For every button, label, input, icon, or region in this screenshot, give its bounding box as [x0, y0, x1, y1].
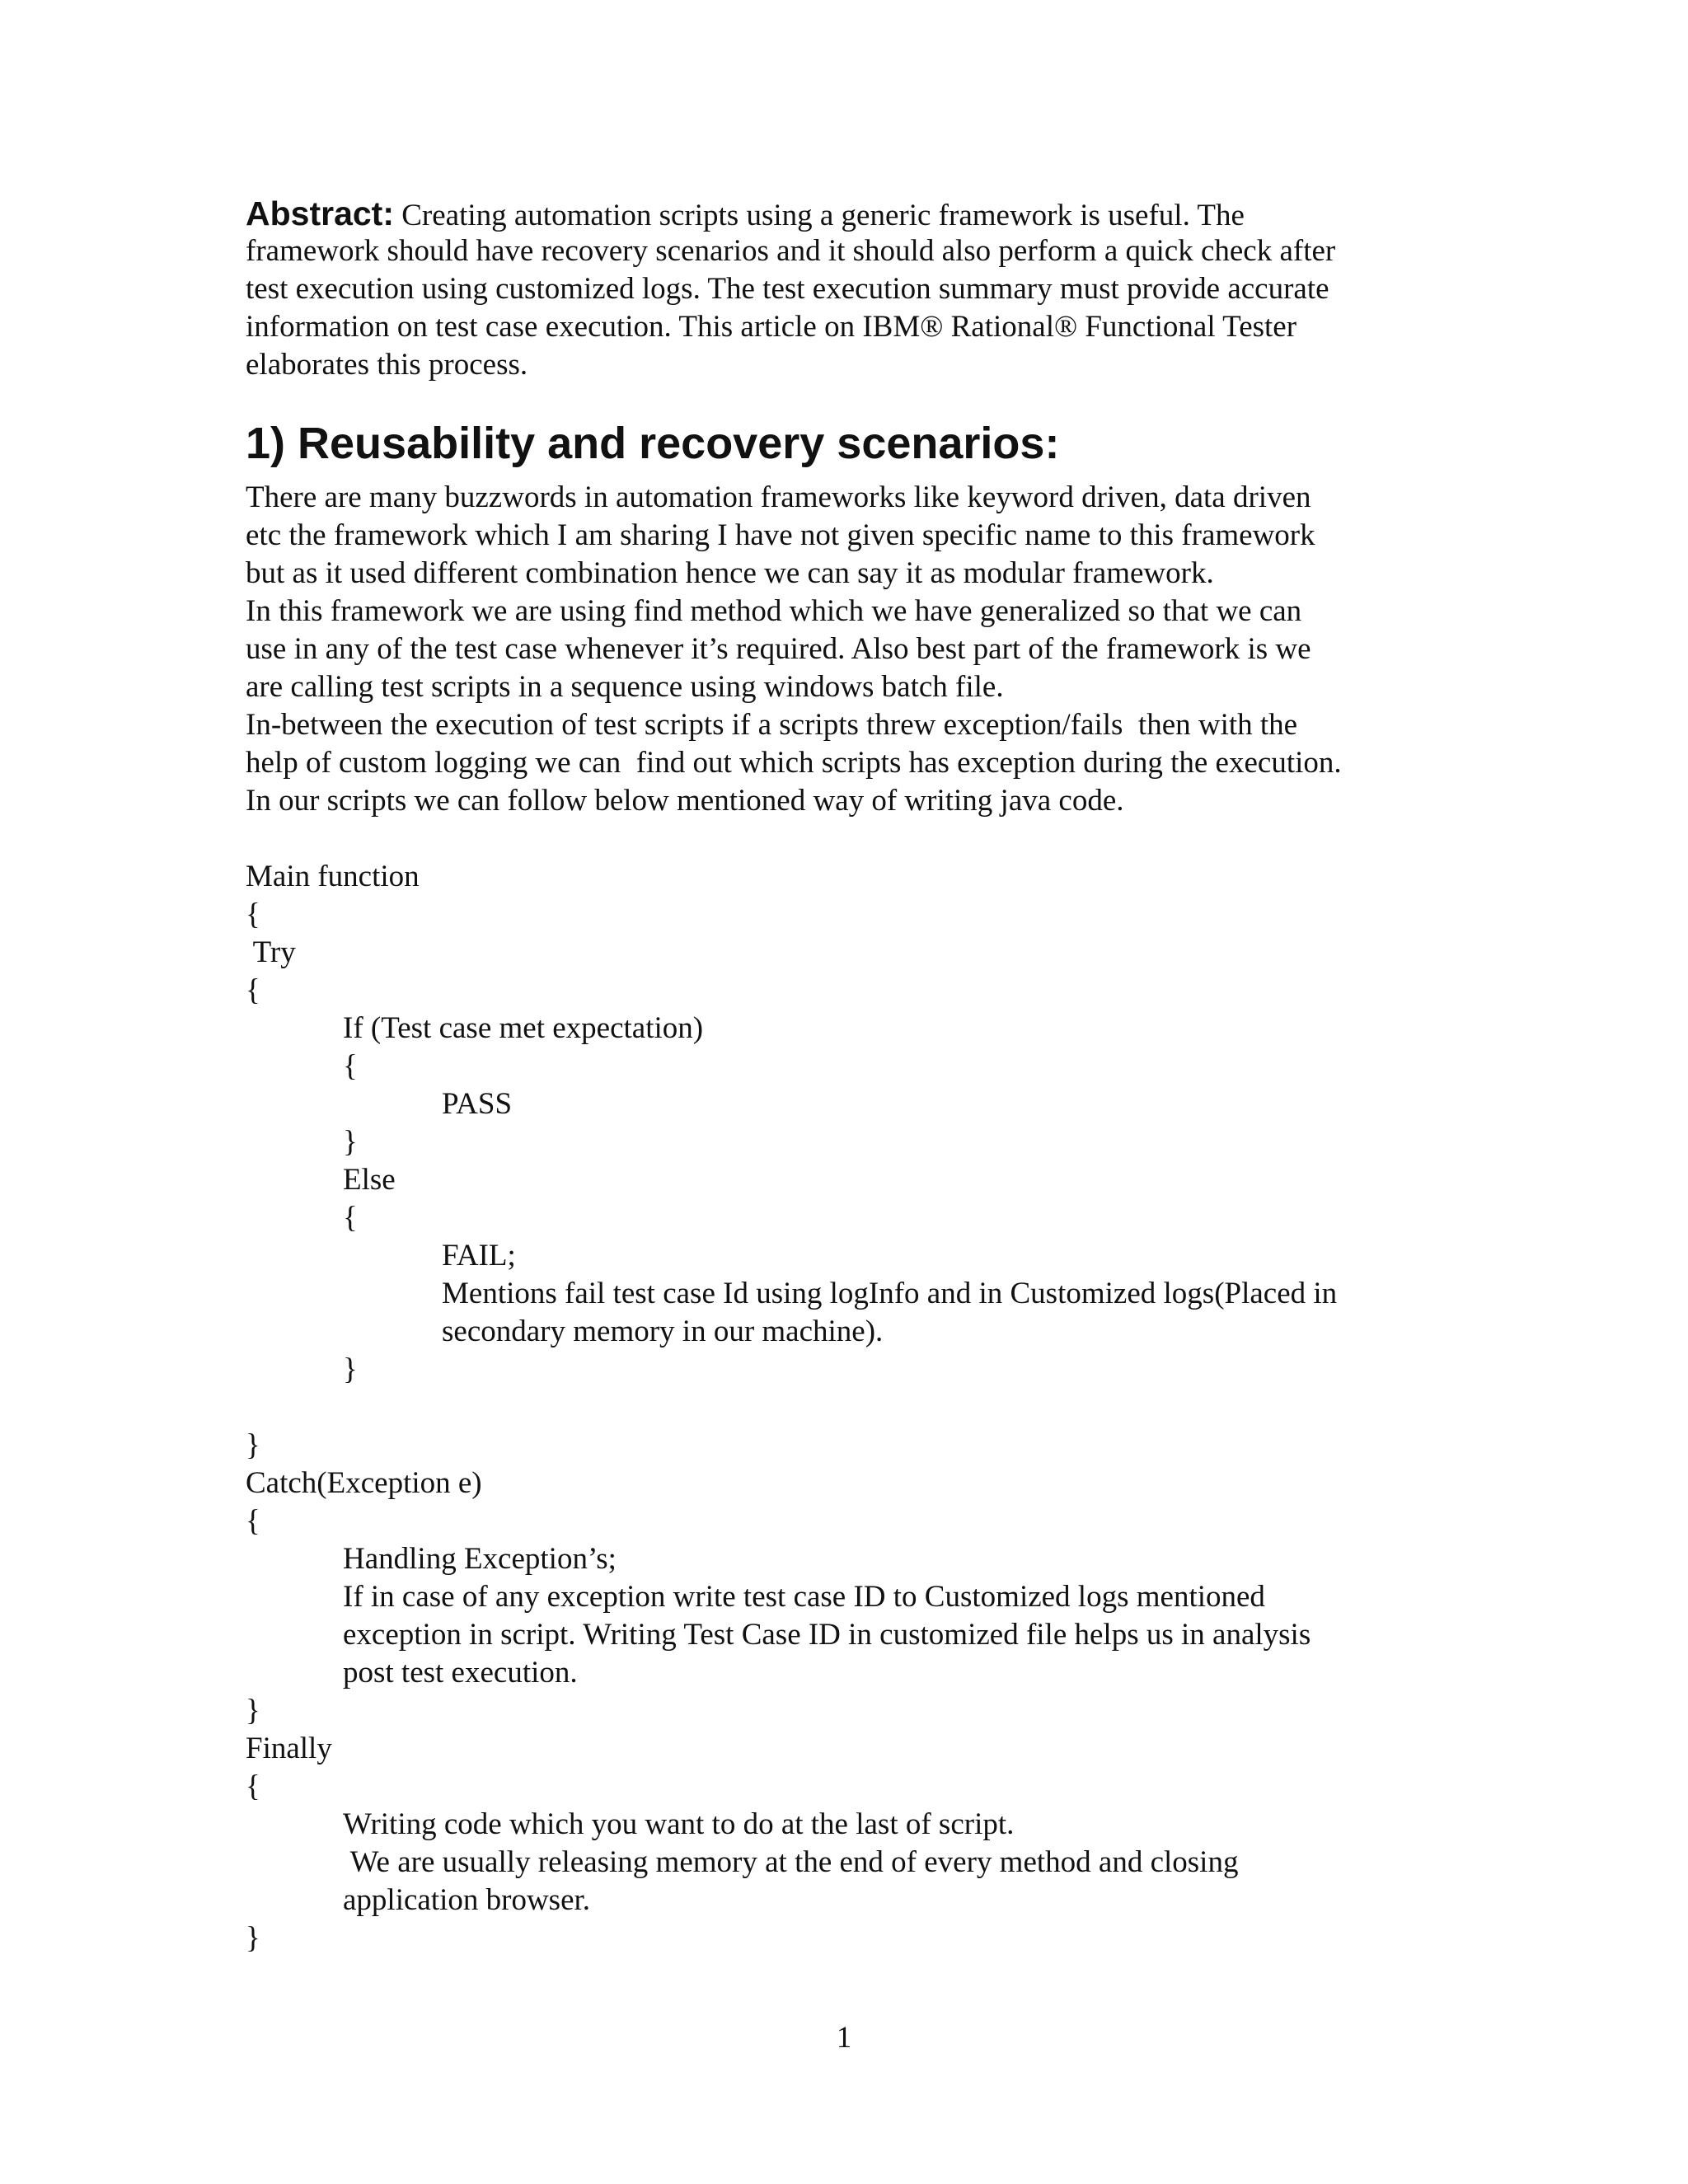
code-finally-note: application browser. [343, 1883, 591, 1917]
abstract-line-1 [246, 194, 1457, 232]
paragraph-line: etc the framework which I am sharing I have not given specific name to this framework [246, 518, 1315, 552]
code-else: Else [343, 1163, 396, 1197]
code-brace: { [246, 973, 260, 1007]
code-catch-note: exception in script. Writing Test Case ID in customized file helps us in analysis [343, 1618, 1311, 1652]
code-brace: } [343, 1125, 358, 1159]
code-brace: { [343, 1049, 358, 1083]
abstract-line-5: elaborates this process. [246, 348, 528, 382]
code-main-function: Main function [246, 860, 420, 893]
code-pass: PASS [442, 1087, 513, 1121]
abstract-line-3: test execution using customized logs. The test execution summary must provide accurate [246, 272, 1329, 306]
paragraph-line: are calling test scripts in a sequence using windows batch file. [246, 670, 1004, 704]
code-brace: } [246, 1694, 260, 1727]
abstract-line-4: information on test case execution. This article on IBM® Rational® Functional Tester [246, 310, 1297, 344]
code-fail-note: secondary memory in our machine). [442, 1315, 884, 1348]
code-catch: Catch(Exception e) [246, 1466, 482, 1500]
paragraph-line: use in any of the test case whenever it’s required. Also best part of the framework is we [246, 632, 1311, 666]
code-catch-note: If in case of any exception write test case ID to Customized logs mentioned [343, 1580, 1265, 1614]
abstract-text-1: Creating automation scripts using a generic framework is useful. The [393, 199, 1245, 232]
code-brace: { [246, 1504, 260, 1538]
code-brace: } [246, 1921, 260, 1955]
code-brace: { [246, 898, 260, 931]
code-if: If (Test case met expectation) [343, 1011, 704, 1045]
code-finally-note: We are usually releasing memory at the end of every method and closing [343, 1845, 1239, 1879]
code-brace: { [246, 1769, 260, 1803]
abstract-label: Abstract: [246, 194, 394, 232]
section-paragraph [246, 479, 1457, 820]
code-fail: FAIL; [442, 1239, 516, 1272]
code-brace: } [343, 1352, 358, 1386]
code-blank-line [246, 1389, 1457, 1427]
paragraph-line: In our scripts we can follow below mentioned way of writing java code. [246, 784, 1124, 818]
code-finally: Finally [246, 1732, 332, 1765]
code-catch-note: post test execution. [343, 1656, 578, 1690]
code-handling: Handling Exception’s; [343, 1542, 617, 1576]
code-finally-note: Writing code which you want to do at the last of script. [343, 1807, 1015, 1841]
paragraph-line: but as it used different combination hence we can say it as modular framework. [246, 556, 1214, 590]
page-number: 1 [836, 2021, 852, 2055]
code-brace: { [343, 1201, 358, 1235]
paragraph-line: There are many buzzwords in automation frameworks like keyword driven, data driven [246, 480, 1311, 514]
code-fail-note: Mentions fail test case Id using logInfo and in Customized logs(Placed in [442, 1277, 1338, 1310]
code-try: Try [246, 935, 296, 969]
paragraph-line: In-between the execution of test scripts if a scripts threw exception/fails then with the [246, 708, 1298, 742]
abstract-paragraph [246, 194, 1457, 384]
paragraph-line: In this framework we are using find method which we have generalized so that we can [246, 594, 1302, 628]
abstract-line-2: framework should have recovery scenarios and it should also perform a quick check after [246, 234, 1336, 268]
code-outline [246, 858, 1457, 1957]
code-brace: } [246, 1428, 260, 1462]
section-heading: 1) Reusability and recovery scenarios: [246, 419, 1060, 468]
paragraph-line: help of custom logging we can find out which scripts has exception during the execution. [246, 746, 1342, 780]
